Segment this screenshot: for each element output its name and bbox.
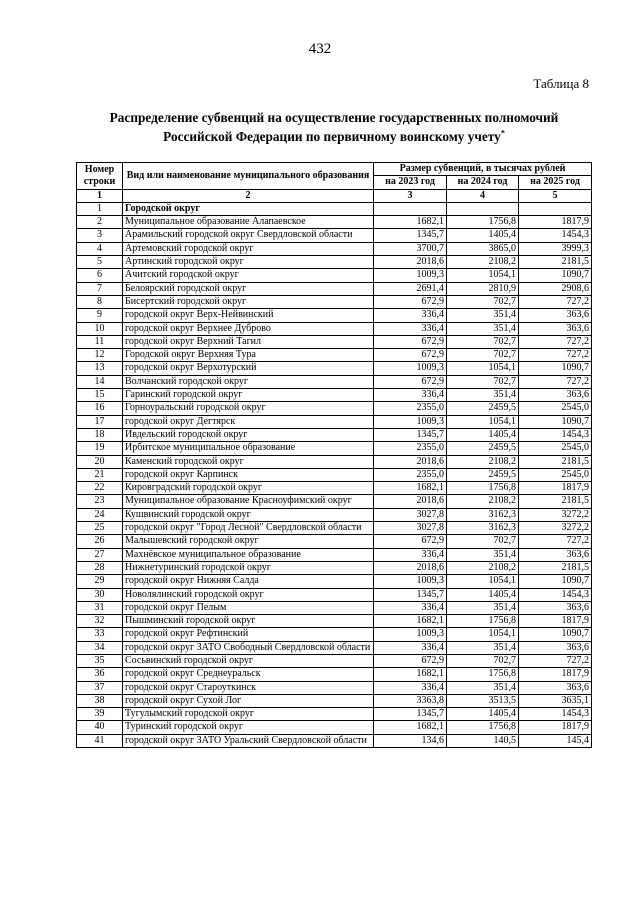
row-number: 35 — [77, 654, 123, 667]
row-number: 22 — [77, 482, 123, 495]
table-row — [77, 694, 592, 707]
row-number: 12 — [77, 349, 123, 362]
value-2024: 3865,0 — [447, 242, 519, 255]
row-number: 2 — [77, 216, 123, 229]
value-2023: 336,4 — [374, 641, 447, 654]
municipality-name: Гаринский городской округ — [123, 389, 374, 402]
municipality-name: Туринский городской округ — [123, 721, 374, 734]
table-row — [77, 362, 592, 375]
header-year-2025: на 2025 год — [519, 176, 592, 189]
municipality-name: Муниципальное образование Красноуфимский округ — [123, 495, 374, 508]
table-row — [77, 575, 592, 588]
row-number: 24 — [77, 508, 123, 521]
value-2025: 3272,2 — [519, 522, 592, 535]
table-row — [77, 375, 592, 388]
header-row-number: Номер строки — [77, 163, 123, 190]
row-number: 1 — [77, 202, 123, 215]
value-2025: 2545,0 — [519, 402, 592, 415]
value-2025: 363,6 — [519, 309, 592, 322]
municipality-name: Белоярский городской округ — [123, 282, 374, 295]
row-number: 17 — [77, 415, 123, 428]
value-2024: 702,7 — [447, 295, 519, 308]
municipality-name: городской округ Верхнее Дуброво — [123, 322, 374, 335]
municipality-name: городской округ Верхний Тагил — [123, 335, 374, 348]
value-2025: 727,2 — [519, 654, 592, 667]
value-2023: 672,9 — [374, 349, 447, 362]
value-2023: 2018,6 — [374, 256, 447, 269]
table-row — [77, 335, 592, 348]
value-2024: 1405,4 — [447, 428, 519, 441]
header-year-2023: на 2023 год — [374, 176, 447, 189]
value-2025: 1454,3 — [519, 708, 592, 721]
value-2023: 1682,1 — [374, 615, 447, 628]
value-2023: 2355,0 — [374, 468, 447, 481]
municipality-name: Каменский городской округ — [123, 455, 374, 468]
table-row — [77, 654, 592, 667]
value-2024: 702,7 — [447, 654, 519, 667]
table-row — [77, 561, 592, 574]
value-2025: 363,6 — [519, 681, 592, 694]
table-row — [77, 295, 592, 308]
value-2024: 1405,4 — [447, 588, 519, 601]
value-2023: 1345,7 — [374, 588, 447, 601]
table-row — [77, 668, 592, 681]
value-2024: 351,4 — [447, 389, 519, 402]
value-2024: 1756,8 — [447, 216, 519, 229]
table-row — [77, 216, 592, 229]
title-line-2 — [80, 127, 588, 146]
value-2023: 1009,3 — [374, 269, 447, 282]
column-index-row — [77, 189, 592, 202]
value-2023: 3027,8 — [374, 522, 447, 535]
row-number: 3 — [77, 229, 123, 242]
value-2024: 1756,8 — [447, 615, 519, 628]
value-2023: 672,9 — [374, 535, 447, 548]
value-2025: 727,2 — [519, 375, 592, 388]
value-2025: 2908,6 — [519, 282, 592, 295]
municipality-name: Малышевский городской округ — [123, 535, 374, 548]
table-row — [77, 641, 592, 654]
value-2024: 2810,9 — [447, 282, 519, 295]
column-index: 3 — [374, 189, 447, 202]
value-2023: 336,4 — [374, 389, 447, 402]
row-number: 29 — [77, 575, 123, 588]
table-row — [77, 708, 592, 721]
value-2024: 702,7 — [447, 375, 519, 388]
row-number: 39 — [77, 708, 123, 721]
value-2023: 1009,3 — [374, 575, 447, 588]
footnote-mark: * — [500, 128, 505, 138]
table-row — [77, 229, 592, 242]
value-2025: 2545,0 — [519, 442, 592, 455]
value-2025: 1454,3 — [519, 428, 592, 441]
table-row — [77, 628, 592, 641]
column-index: 4 — [447, 189, 519, 202]
value-2024: 702,7 — [447, 535, 519, 548]
row-number: 13 — [77, 362, 123, 375]
value-2023: 336,4 — [374, 681, 447, 694]
value-2024: 1756,8 — [447, 721, 519, 734]
value-2024: 1054,1 — [447, 362, 519, 375]
municipality-name: Артемовский городской округ — [123, 242, 374, 255]
row-number: 34 — [77, 641, 123, 654]
municipality-name: городской округ Пелым — [123, 601, 374, 614]
value-2023: 336,4 — [374, 309, 447, 322]
value-2023: 672,9 — [374, 654, 447, 667]
row-number: 36 — [77, 668, 123, 681]
table-row — [77, 415, 592, 428]
value-2025: 3635,1 — [519, 694, 592, 707]
value-2024: 1054,1 — [447, 575, 519, 588]
value-2024: 1054,1 — [447, 415, 519, 428]
row-number: 5 — [77, 256, 123, 269]
value-2025: 1454,3 — [519, 229, 592, 242]
value-2023: 134,6 — [374, 734, 447, 747]
municipality-name: городской округ Дегтярск — [123, 415, 374, 428]
table-row — [77, 601, 592, 614]
header-name: Вид или наименование муниципального образования — [123, 163, 374, 190]
value-2023: 336,4 — [374, 601, 447, 614]
value-2023: 1682,1 — [374, 216, 447, 229]
row-number: 38 — [77, 694, 123, 707]
table-row — [77, 548, 592, 561]
row-number: 21 — [77, 468, 123, 481]
value-2025: 1817,9 — [519, 721, 592, 734]
table-row — [77, 615, 592, 628]
value-2023: 1682,1 — [374, 482, 447, 495]
value-2023: 1345,7 — [374, 708, 447, 721]
row-number: 28 — [77, 561, 123, 574]
municipality-name: Горноуральский городской округ — [123, 402, 374, 415]
municipality-name: Махнёвское муниципальное образование — [123, 548, 374, 561]
value-2024: 1756,8 — [447, 482, 519, 495]
value-2025: 2181,5 — [519, 256, 592, 269]
row-number: 19 — [77, 442, 123, 455]
value-2023: 2018,6 — [374, 455, 447, 468]
table-row — [77, 389, 592, 402]
title-line-2-text: Российской Федерации по первичному воинскому учету — [163, 129, 501, 144]
value-2025: 363,6 — [519, 548, 592, 561]
value-2024: 2108,2 — [447, 455, 519, 468]
municipality-name: городской округ "Город Лесной" Свердловской области — [123, 522, 374, 535]
value-2025: 2181,5 — [519, 561, 592, 574]
value-2023: 3027,8 — [374, 508, 447, 521]
row-number: 11 — [77, 335, 123, 348]
value-2024: 702,7 — [447, 349, 519, 362]
subsidies-table — [76, 162, 592, 748]
row-number: 32 — [77, 615, 123, 628]
row-number: 23 — [77, 495, 123, 508]
table-row — [77, 681, 592, 694]
table-row — [77, 402, 592, 415]
table-row — [77, 535, 592, 548]
table-row — [77, 468, 592, 481]
table-row — [77, 309, 592, 322]
municipality-name: Новолялинский городской округ — [123, 588, 374, 601]
header-year-2024: на 2024 год — [447, 176, 519, 189]
value-2024: 702,7 — [447, 335, 519, 348]
document-title — [80, 108, 588, 146]
municipality-name: городской округ Верх-Нейвинский — [123, 309, 374, 322]
value-2023: 1345,7 — [374, 428, 447, 441]
value-2025: 727,2 — [519, 349, 592, 362]
value-2025: 2545,0 — [519, 468, 592, 481]
table-row — [77, 482, 592, 495]
table-row — [77, 202, 592, 215]
value-2025: 145,4 — [519, 734, 592, 747]
header-subsidy-size: Размер субвенций, в тысячах рублей — [374, 163, 592, 176]
value-2025: 363,6 — [519, 322, 592, 335]
value-2025: 3272,2 — [519, 508, 592, 521]
value-2025: 1454,3 — [519, 588, 592, 601]
table-row — [77, 721, 592, 734]
value-2024: 1405,4 — [447, 708, 519, 721]
table-row — [77, 322, 592, 335]
value-2023: 3363,8 — [374, 694, 447, 707]
table-row — [77, 282, 592, 295]
value-2025: 727,2 — [519, 535, 592, 548]
table-body — [77, 189, 592, 747]
row-number: 10 — [77, 322, 123, 335]
municipality-name: Ирбитское муниципальное образование — [123, 442, 374, 455]
value-2024: 2459,5 — [447, 402, 519, 415]
value-2025: 727,2 — [519, 295, 592, 308]
municipality-name: Ачитский городской округ — [123, 269, 374, 282]
value-2023: 1009,3 — [374, 628, 447, 641]
value-2025: 363,6 — [519, 641, 592, 654]
value-2023: 336,4 — [374, 322, 447, 335]
municipality-name: Пышминский городской округ — [123, 615, 374, 628]
table-row — [77, 508, 592, 521]
table-row — [77, 588, 592, 601]
row-number: 25 — [77, 522, 123, 535]
table-row — [77, 455, 592, 468]
value-2024: 351,4 — [447, 548, 519, 561]
row-number: 41 — [77, 734, 123, 747]
value-2023: 1009,3 — [374, 362, 447, 375]
municipality-name: городской округ Верхотурский — [123, 362, 374, 375]
row-number: 31 — [77, 601, 123, 614]
municipality-name: городской округ Среднеуральск — [123, 668, 374, 681]
value-2023: 2355,0 — [374, 442, 447, 455]
value-2024: 1405,4 — [447, 229, 519, 242]
row-number: 15 — [77, 389, 123, 402]
value-2023: 2018,6 — [374, 495, 447, 508]
row-number: 37 — [77, 681, 123, 694]
value-2024: 2459,5 — [447, 442, 519, 455]
value-2025: 1817,9 — [519, 615, 592, 628]
value-2023: 336,4 — [374, 548, 447, 561]
row-number: 27 — [77, 548, 123, 561]
title-line-1: Распределение субвенций на осуществление государственных полномочий — [109, 110, 559, 125]
municipality-name: городской округ ЗАТО Свободный Свердловской области — [123, 641, 374, 654]
column-index: 1 — [77, 189, 123, 202]
value-2023: 1682,1 — [374, 668, 447, 681]
value-2025: 363,6 — [519, 389, 592, 402]
row-number: 7 — [77, 282, 123, 295]
row-number: 20 — [77, 455, 123, 468]
table-row — [77, 269, 592, 282]
table-row — [77, 428, 592, 441]
value-2023: 672,9 — [374, 295, 447, 308]
value-2024: 2108,2 — [447, 256, 519, 269]
municipality-name: Артинский городской округ — [123, 256, 374, 269]
municipality-name: Бисертский городской округ — [123, 295, 374, 308]
value-2024: 1756,8 — [447, 668, 519, 681]
municipality-name: Муниципальное образование Алапаевское — [123, 216, 374, 229]
value-2025 — [519, 202, 592, 215]
row-number: 16 — [77, 402, 123, 415]
municipality-name: городской округ Сухой Лог — [123, 694, 374, 707]
value-2024: 3162,3 — [447, 508, 519, 521]
row-number: 30 — [77, 588, 123, 601]
value-2024: 140,5 — [447, 734, 519, 747]
value-2023: 3700,7 — [374, 242, 447, 255]
municipality-name: Нижнетуринский городской округ — [123, 561, 374, 574]
municipality-name: Волчанский городской округ — [123, 375, 374, 388]
municipality-name: городской округ Староуткинск — [123, 681, 374, 694]
value-2023: 1345,7 — [374, 229, 447, 242]
value-2024: 351,4 — [447, 681, 519, 694]
value-2023: 672,9 — [374, 335, 447, 348]
page-number: 432 — [308, 41, 332, 57]
row-number: 14 — [77, 375, 123, 388]
column-index: 5 — [519, 189, 592, 202]
value-2023: 2691,4 — [374, 282, 447, 295]
table-row — [77, 522, 592, 535]
row-number: 33 — [77, 628, 123, 641]
value-2023: 1009,3 — [374, 415, 447, 428]
value-2025: 1090,7 — [519, 575, 592, 588]
municipality-name: Тугулымский городской округ — [123, 708, 374, 721]
value-2025: 1817,9 — [519, 482, 592, 495]
municipality-name: Городской округ — [123, 202, 374, 215]
municipality-name: городской округ Нижняя Салда — [123, 575, 374, 588]
municipality-name: Сосьвинский городской округ — [123, 654, 374, 667]
table-row — [77, 442, 592, 455]
value-2025: 363,6 — [519, 601, 592, 614]
row-number: 8 — [77, 295, 123, 308]
municipality-name: городской округ ЗАТО Уральский Свердловской области — [123, 734, 374, 747]
municipality-name: Ивдельский городской округ — [123, 428, 374, 441]
value-2024: 2108,2 — [447, 495, 519, 508]
table-row — [77, 495, 592, 508]
value-2025: 1090,7 — [519, 269, 592, 282]
municipality-name: Городской округ Верхняя Тура — [123, 349, 374, 362]
value-2023: 1682,1 — [374, 721, 447, 734]
value-2024: 1054,1 — [447, 269, 519, 282]
table-row — [77, 256, 592, 269]
municipality-name: городской округ Карпинск — [123, 468, 374, 481]
municipality-name: городской округ Рефтинский — [123, 628, 374, 641]
value-2024 — [447, 202, 519, 215]
table-row — [77, 734, 592, 747]
municipality-name: Арамильский городской округ Свердловской области — [123, 229, 374, 242]
municipality-name: Кировградский городской округ — [123, 482, 374, 495]
column-index: 2 — [123, 189, 374, 202]
value-2025: 1090,7 — [519, 415, 592, 428]
value-2024: 3513,5 — [447, 694, 519, 707]
value-2024: 351,4 — [447, 309, 519, 322]
value-2024: 351,4 — [447, 641, 519, 654]
table-label: Таблица 8 — [533, 76, 589, 91]
value-2023: 2355,0 — [374, 402, 447, 415]
table-row — [77, 242, 592, 255]
row-number: 9 — [77, 309, 123, 322]
row-number: 40 — [77, 721, 123, 734]
value-2025: 2181,5 — [519, 495, 592, 508]
value-2024: 1054,1 — [447, 628, 519, 641]
value-2025: 1817,9 — [519, 668, 592, 681]
value-2023: 672,9 — [374, 375, 447, 388]
row-number: 4 — [77, 242, 123, 255]
value-2024: 2459,5 — [447, 468, 519, 481]
municipality-name: Кушвинский городской округ — [123, 508, 374, 521]
value-2024: 351,4 — [447, 601, 519, 614]
value-2025: 1817,9 — [519, 216, 592, 229]
value-2025: 3999,3 — [519, 242, 592, 255]
value-2025: 1090,7 — [519, 362, 592, 375]
row-number: 26 — [77, 535, 123, 548]
row-number: 6 — [77, 269, 123, 282]
value-2023: 2018,6 — [374, 561, 447, 574]
row-number: 18 — [77, 428, 123, 441]
value-2024: 3162,3 — [447, 522, 519, 535]
value-2025: 2181,5 — [519, 455, 592, 468]
value-2024: 2108,2 — [447, 561, 519, 574]
value-2025: 727,2 — [519, 335, 592, 348]
value-2023 — [374, 202, 447, 215]
table-row — [77, 349, 592, 362]
value-2024: 351,4 — [447, 322, 519, 335]
value-2025: 1090,7 — [519, 628, 592, 641]
